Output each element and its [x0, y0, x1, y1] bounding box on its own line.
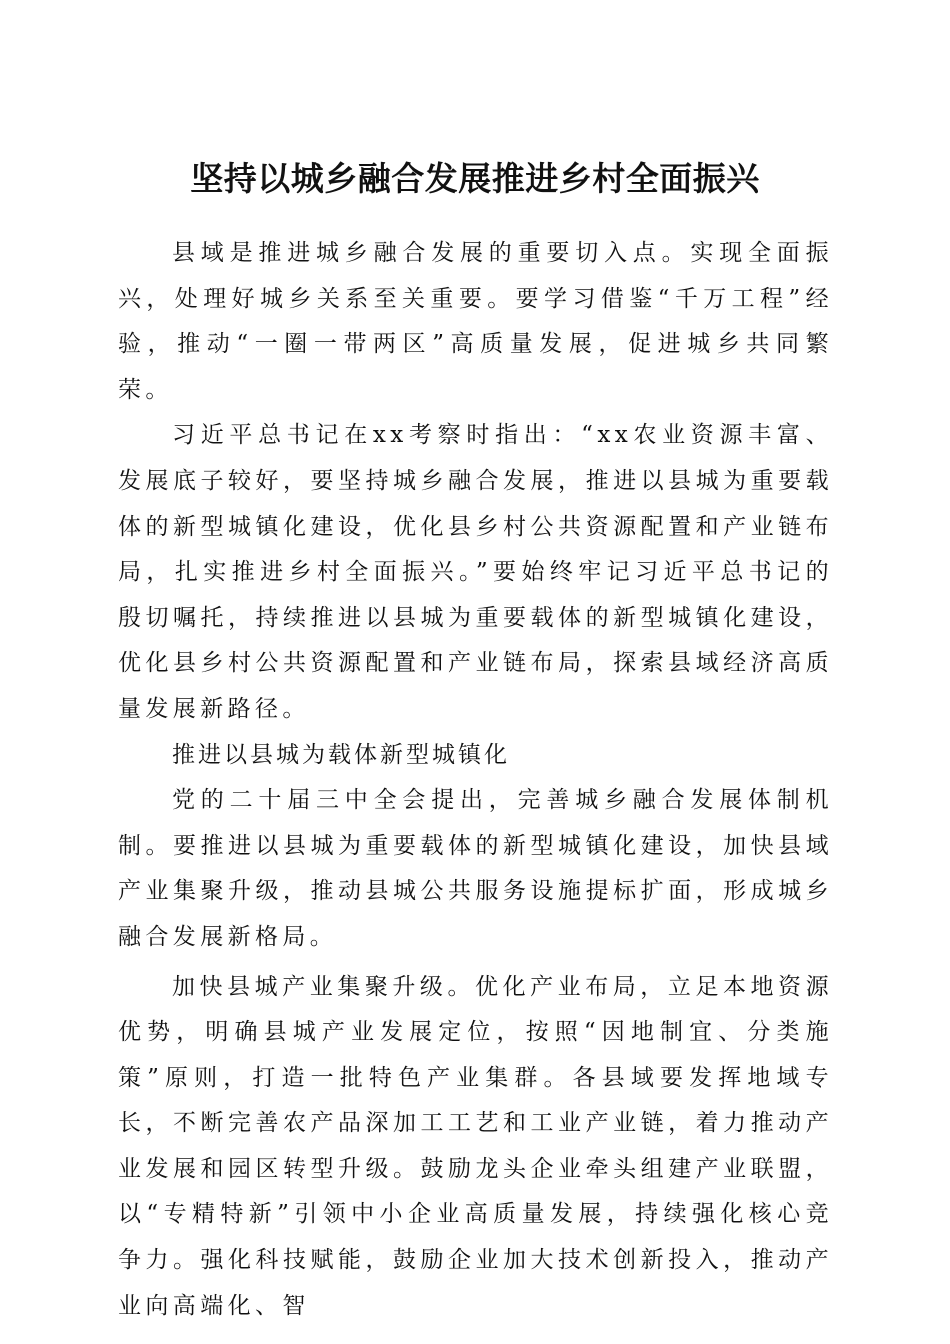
paragraph-intro: 县域是推进城乡融合发展的重要切入点。实现全面振兴，处理好城乡关系至关重要。要学习借鉴“千万工程”经验，推动“一圈一带两区”高质量发展，促进城乡共同繁荣。 [118, 240, 833, 403]
paragraph-industry: 加快县城产业集聚升级。优化产业布局，立足本地资源优势，明确县城产业发展定位，按照“因地制宜、分类施策”原则，打造一批特色产业集群。各县域要发挥地域专长，不断完善农产品深加工工艺和工业产业链，着力推动产业发展和园区转型升级。鼓励龙头企业牵头组建产业联盟，以“专精特新”引领中小企业高质量发展，持续强化核心竞争力。强化科技赋能，鼓励企业加大技术创新投入，推动产业向高端化、智 [118, 973, 833, 1319]
document-body [118, 231, 833, 1329]
section-heading: 推进以县城为载体新型城镇化 [172, 741, 510, 768]
paragraph-quote: 习近平总书记在xx考察时指出：“xx农业资源丰富、发展底子较好，要坚持城乡融合发展，推进以县城为重要载体的新型城镇化建设，优化县乡村公共资源配置和产业链布局，扎实推进乡村全面振兴。”要始终牢记习近平总书记的殷切嘱托，持续推进以县城为重要载体的新型城镇化建设，优化县乡村公共资源配置和产业链布局，探索县域经济高质量发展新路径。 [118, 422, 833, 722]
paragraph-plenum: 党的二十届三中全会提出，完善城乡融合发展体制机制。要推进以县城为重要载体的新型城镇化建设，加快县域产业集聚升级，推动县城公共服务设施提标扩面，形成城乡融合发展新格局。 [118, 787, 833, 950]
document-title: 坚持以城乡融合发展推进乡村全面振兴 [190, 159, 760, 199]
